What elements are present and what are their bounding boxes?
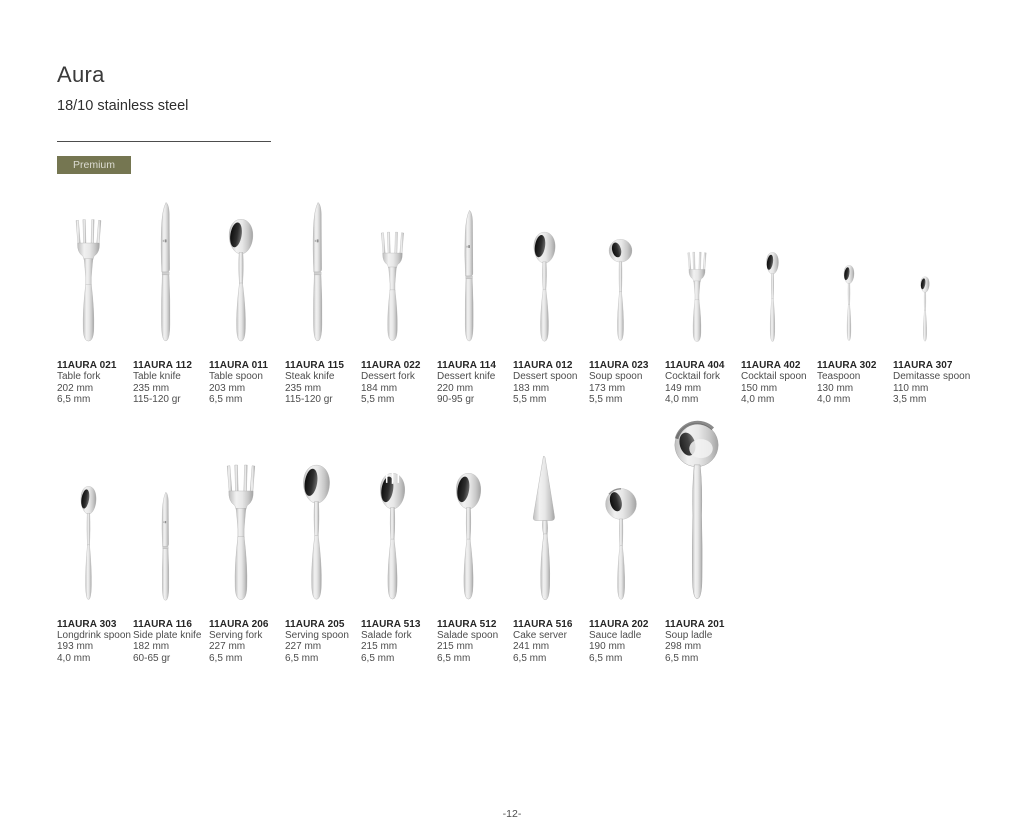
product-length: 149 mm	[665, 382, 702, 394]
product-spec: 6,5 mm	[285, 652, 319, 664]
product-cell	[589, 418, 665, 665]
product-code: 11AURA 512	[437, 618, 497, 630]
product-code: 11AURA 115	[285, 360, 344, 371]
product-cell	[513, 418, 589, 665]
product-spec: 5,5 mm	[361, 394, 395, 406]
product-code: 11AURA 201	[665, 618, 725, 630]
product-row-1	[57, 200, 1024, 406]
product-length: 220 mm	[437, 382, 474, 394]
product-code: 11AURA 206	[209, 618, 269, 630]
product-row-2	[57, 418, 1024, 665]
product-code: 11AURA 021	[57, 360, 117, 371]
product-cell	[361, 418, 437, 665]
page-number: -12-	[502, 808, 522, 820]
product-length: 173 mm	[589, 382, 626, 394]
product-length: 227 mm	[209, 641, 246, 653]
product-length: 190 mm	[589, 641, 626, 653]
product-name: Serving fork	[209, 630, 263, 642]
product-spec: 4,0 mm	[741, 394, 775, 406]
product-spec: 4,0 mm	[817, 394, 851, 406]
page-title: Aura	[57, 62, 105, 87]
product-length: 298 mm	[665, 641, 702, 653]
product-spec: 6,5 mm	[209, 394, 243, 406]
product-length: 182 mm	[133, 641, 170, 653]
steak-knife-icon	[307, 201, 327, 343]
product-spec: 6,5 mm	[665, 652, 699, 664]
product-code: 11AURA 023	[589, 360, 649, 371]
product-cell	[57, 418, 133, 665]
product-name: Table fork	[57, 371, 101, 383]
soup-ladle-icon	[673, 420, 720, 602]
product-spec: 60-65 gr	[133, 652, 171, 664]
product-name: Dessert fork	[361, 371, 415, 383]
product-cell	[285, 418, 361, 665]
product-name: Longdrink spoon	[57, 630, 131, 642]
cocktail-fork-icon	[685, 251, 709, 343]
product-cell	[57, 200, 133, 406]
product-length: 130 mm	[817, 382, 854, 394]
product-length: 183 mm	[513, 382, 550, 394]
product-code: 11AURA 303	[57, 618, 117, 630]
product-name: Dessert spoon	[513, 371, 578, 383]
serving-spoon-icon	[300, 463, 333, 602]
product-length: 193 mm	[57, 641, 94, 653]
product-spec: 115-120 gr	[133, 394, 181, 406]
product-length: 235 mm	[133, 382, 170, 394]
product-cell	[665, 418, 741, 665]
product-spec: 6,5 mm	[437, 652, 471, 664]
product-name: Salade spoon	[437, 630, 499, 642]
table-spoon-icon	[226, 218, 256, 343]
sauce-ladle-icon	[605, 486, 637, 602]
demitasse-spoon-icon	[919, 275, 931, 343]
product-cell	[817, 200, 893, 406]
side-plate-knife-icon	[157, 491, 173, 602]
premium-badge: Premium	[57, 156, 131, 175]
product-spec: 3,5 mm	[893, 394, 927, 406]
product-name: Sauce ladle	[589, 630, 642, 642]
product-spec: 4,0 mm	[665, 394, 699, 406]
product-cell	[513, 200, 589, 406]
product-cell	[437, 200, 513, 406]
product-code: 11AURA 205	[285, 618, 345, 630]
product-code: 11AURA 202	[589, 618, 649, 630]
product-length: 215 mm	[437, 641, 474, 653]
product-name: Cocktail fork	[665, 371, 721, 383]
table-knife-icon	[155, 201, 175, 343]
product-code: 11AURA 012	[513, 360, 573, 371]
product-length: 110 mm	[893, 382, 929, 394]
product-code: 11AURA 307	[893, 360, 953, 371]
product-name: Soup ladle	[665, 630, 713, 642]
header-divider	[57, 141, 271, 142]
product-length: 241 mm	[513, 641, 550, 653]
product-name: Teaspoon	[817, 371, 861, 383]
product-name: Demitasse spoon	[893, 371, 971, 383]
product-spec: 6,5 mm	[361, 652, 395, 664]
product-code: 11AURA 116	[133, 618, 192, 630]
product-code: 11AURA 114	[437, 360, 496, 371]
product-length: 203 mm	[209, 382, 246, 394]
product-spec: 5,5 mm	[589, 394, 623, 406]
product-spec: 6,5 mm	[57, 394, 91, 406]
product-code: 11AURA 404	[665, 360, 725, 371]
product-name: Soup spoon	[589, 371, 643, 383]
product-spec: 5,5 mm	[513, 394, 547, 406]
product-cell	[209, 200, 285, 406]
product-code: 11AURA 022	[361, 360, 421, 371]
cocktail-spoon-icon	[764, 251, 781, 343]
product-cell	[741, 200, 817, 406]
product-cell	[437, 418, 513, 665]
longdrink-spoon-icon	[78, 484, 99, 602]
product-name: Salade fork	[361, 630, 412, 642]
product-cell	[893, 200, 969, 406]
product-name: Cocktail spoon	[741, 371, 807, 383]
product-name: Table spoon	[209, 371, 263, 383]
product-name: Table knife	[133, 371, 181, 383]
dessert-spoon-icon	[531, 231, 558, 343]
product-spec: 6,5 mm	[209, 652, 243, 664]
product-length: 150 mm	[741, 382, 778, 394]
page-header	[57, 64, 1024, 174]
product-length: 227 mm	[285, 641, 322, 653]
product-code: 11AURA 402	[741, 360, 801, 371]
cake-server-icon	[528, 454, 561, 602]
dessert-fork-icon	[378, 230, 407, 343]
product-name: Steak knife	[285, 371, 335, 383]
teaspoon-icon	[842, 263, 856, 343]
product-spec: 6,5 mm	[513, 652, 547, 664]
product-cell	[285, 200, 361, 406]
product-cell	[361, 200, 437, 406]
product-length: 215 mm	[361, 641, 398, 653]
product-cell	[209, 418, 285, 665]
product-cell	[133, 418, 209, 665]
page-subtitle: 18/10 stainless steel	[57, 98, 189, 114]
product-spec: 6,5 mm	[589, 652, 623, 664]
table-fork-icon	[72, 218, 105, 343]
product-cell	[589, 200, 665, 406]
product-length: 202 mm	[57, 382, 94, 394]
product-code: 11AURA 302	[817, 360, 877, 371]
salade-spoon-icon	[453, 471, 484, 602]
product-cell	[665, 200, 741, 406]
product-name: Dessert knife	[437, 371, 496, 383]
product-code: 11AURA 516	[513, 618, 573, 630]
product-spec: 90-95 gr	[437, 394, 475, 406]
serving-fork-icon	[223, 463, 259, 602]
product-code: 11AURA 011	[209, 360, 268, 371]
dessert-knife-icon	[459, 209, 478, 343]
salade-fork-icon	[377, 471, 408, 602]
product-spec: 115-120 gr	[285, 394, 333, 406]
product-code: 11AURA 112	[133, 360, 192, 371]
product-code: 11AURA 513	[361, 618, 421, 630]
product-length: 184 mm	[361, 382, 398, 394]
product-name: Side plate knife	[133, 630, 202, 642]
product-length: 235 mm	[285, 382, 322, 394]
product-name: Cake server	[513, 630, 567, 642]
product-spec: 4,0 mm	[57, 652, 91, 664]
soup-spoon-icon	[608, 237, 633, 343]
product-name: Serving spoon	[285, 630, 349, 642]
product-cell	[133, 200, 209, 406]
